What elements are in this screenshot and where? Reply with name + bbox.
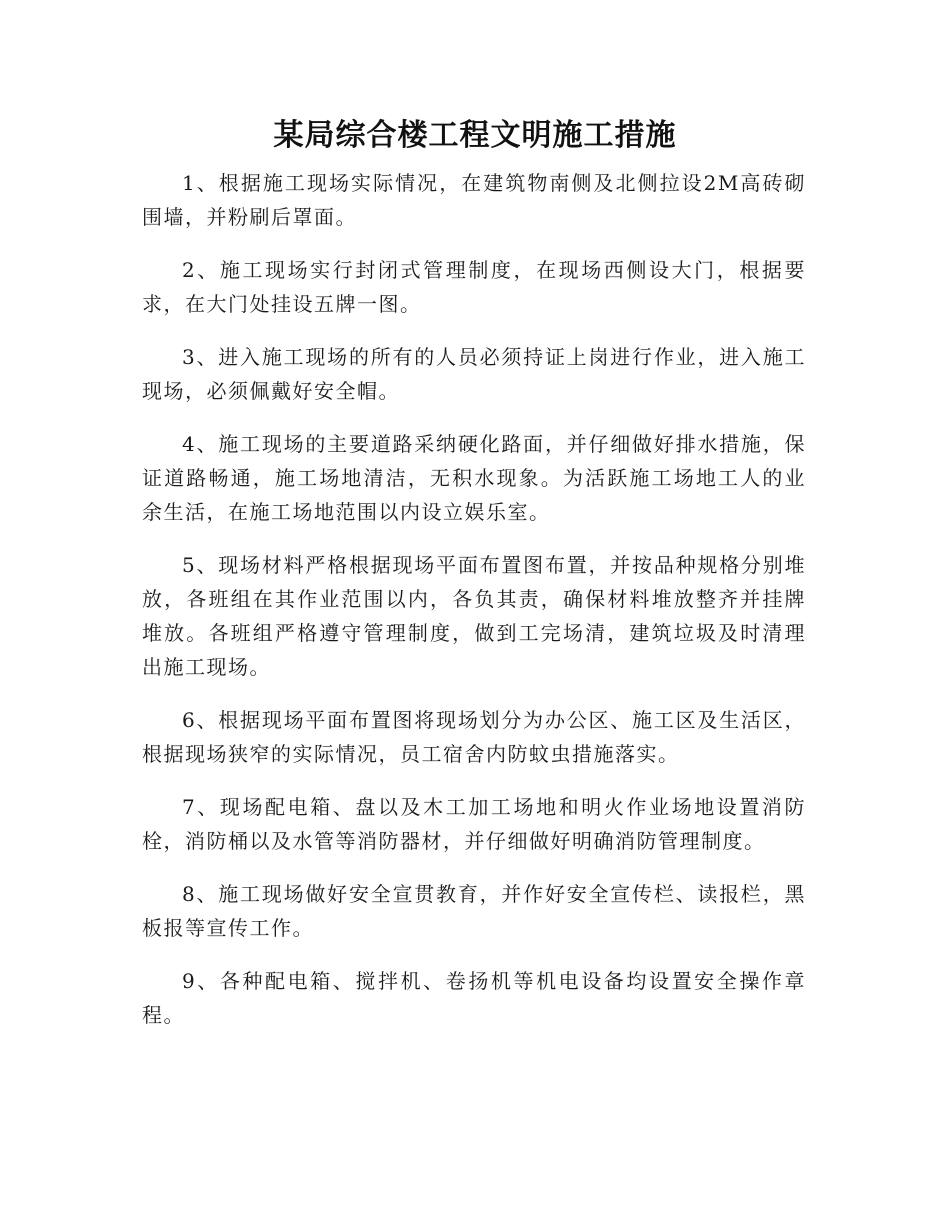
paragraph-6: 6、根据现场平面布置图将现场划分为办公区、施工区及生活区，根据现场狭窄的实际情况，员工宿舍内防蚊虫措施落实。 (142, 708, 806, 766)
paragraph-2: 2、施工现场实行封闭式管理制度，在现场西侧设大门，根据要求，在大门处挂设五牌一图。 (142, 258, 806, 316)
document-body (142, 166, 806, 1051)
document-title: 某局综合楼工程文明施工措施 (273, 118, 677, 153)
paragraph-5: 5、现场材料严格根据现场平面布置图布置，并按品种规格分别堆放，各班组在其作业范围以内，各负其责，确保材料堆放整齐并挂牌堆放。各班组严格遵守管理制度，做到工完场清，建筑垃圾及时清理出施工现场。 (142, 553, 806, 679)
paragraph-4: 4、施工现场的主要道路采纳硬化路面，并仔细做好排水措施，保证道路畅通，施工场地清洁，无积水现象。为活跃施工场地工人的业余生活，在施工场地范围以内设立娱乐室。 (142, 432, 806, 524)
paragraph-3: 3、进入施工现场的所有的人员必须持证上岗进行作业，进入施工现场，必须佩戴好安全帽。 (142, 345, 806, 403)
paragraph-9: 9、各种配电箱、搅拌机、卷扬机等机电设备均设置安全操作章程。 (142, 969, 806, 1027)
paragraph-7: 7、现场配电箱、盘以及木工加工场地和明火作业场地设置消防栓，消防桶以及水管等消防器材，并仔细做好明确消防管理制度。 (142, 795, 806, 853)
paragraph-1: 1、根据施工现场实际情况，在建筑物南侧及北侧拉设2M高砖砌围墙，并粉刷后罩面。 (142, 171, 806, 229)
paragraph-8: 8、施工现场做好安全宣贯教育，并作好安全宣传栏、读报栏，黑板报等宣传工作。 (142, 882, 806, 940)
